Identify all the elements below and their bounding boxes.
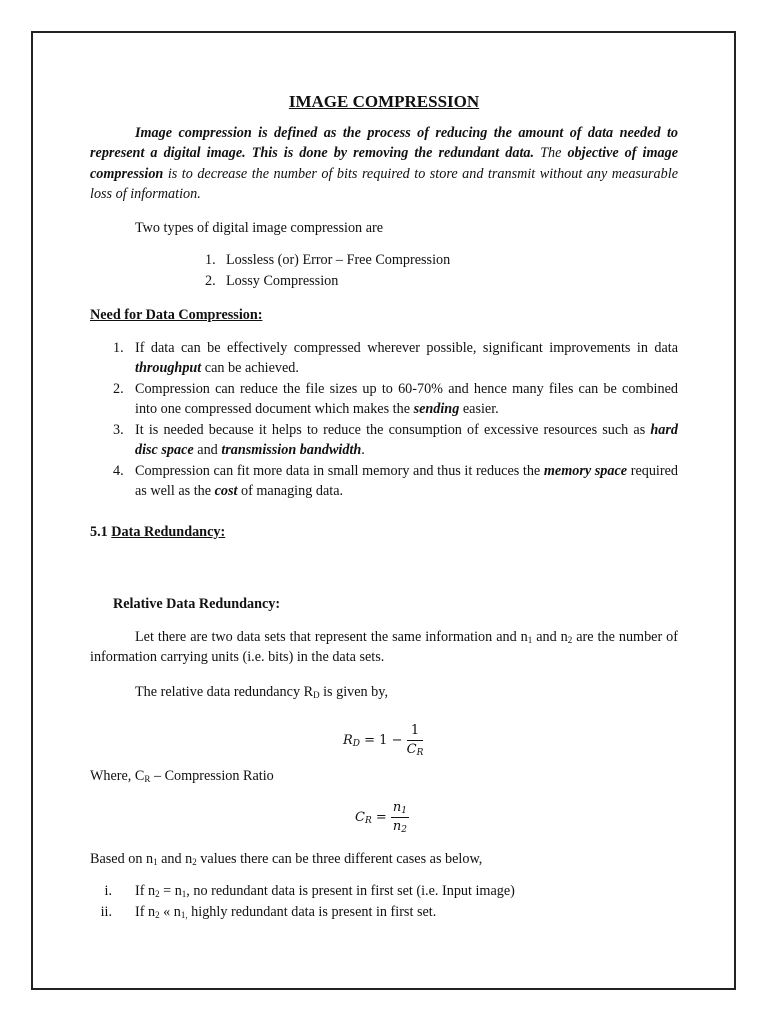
need-heading-text: Need for Data Compression: xyxy=(90,307,263,323)
emphasis: memory space xyxy=(543,462,628,479)
list-text: easier. xyxy=(459,401,499,417)
list-item xyxy=(90,250,678,271)
intro-paragraph xyxy=(90,123,678,205)
text: and n xyxy=(532,628,568,645)
subscript: D xyxy=(313,689,320,700)
list-text: . xyxy=(361,442,365,458)
formula-body xyxy=(355,799,409,836)
text: highly redundant data is present in first set. xyxy=(187,903,437,920)
cases-list xyxy=(90,881,678,922)
list-text: of managing data. xyxy=(237,483,344,499)
list-item xyxy=(90,379,678,420)
redundancy-paragraph xyxy=(90,682,678,703)
formula-operator: = xyxy=(371,809,391,825)
list-number: 1. xyxy=(113,339,124,356)
list-text: Compression can reduce the file sizes up to 60-70% and hence many files can be combined into one compressed document which makes the xyxy=(135,380,678,417)
intro-definition: Image compression is defined as the process of reducing the amount of data needed to represent a digital image. This is done by removing the redundant data. xyxy=(90,124,678,161)
text: Where, C xyxy=(90,768,145,784)
emphasis: sending xyxy=(413,401,460,417)
need-heading xyxy=(90,305,678,326)
text: = n xyxy=(159,883,182,899)
text: are the number of information carrying units (i.e. bits) in the data sets. xyxy=(90,628,678,665)
needs-list xyxy=(90,338,678,502)
emphasis: transmission bandwidth xyxy=(221,442,362,458)
cases-intro xyxy=(90,849,678,870)
emphasis: hard disc space xyxy=(135,421,678,458)
formula-symbol: n xyxy=(392,799,402,815)
formula-compression-ratio xyxy=(90,795,678,841)
list-number: 4. xyxy=(113,462,124,479)
text: The relative data redundancy R xyxy=(135,683,314,700)
list-number: 2. xyxy=(113,380,124,397)
subscript: 1, xyxy=(180,909,188,920)
list-number: 2. xyxy=(205,272,216,289)
document-title: IMAGE COMPRESSION xyxy=(288,92,480,111)
list-item xyxy=(90,881,678,902)
subscript: 2 xyxy=(192,856,197,867)
list-item xyxy=(90,271,678,292)
denominator xyxy=(391,818,409,836)
formula-redundancy xyxy=(90,714,678,760)
where-line xyxy=(90,766,678,787)
formula-symbol: R xyxy=(343,733,353,748)
subscript: 2 xyxy=(155,909,160,920)
subscript: 1 xyxy=(181,889,187,899)
text: Based on n xyxy=(90,850,154,867)
types-intro: Two types of digital image compression are xyxy=(135,219,384,236)
subscript: 1 xyxy=(153,856,158,867)
data-sets-paragraph xyxy=(90,627,678,668)
list-text: Lossless (or) Error – Free Compression xyxy=(226,252,451,268)
text: , no redundant data is present in first set (i.e. Input image) xyxy=(186,883,515,899)
emphasis: throughput xyxy=(135,360,202,376)
list-text: Lossy Compression xyxy=(226,272,339,289)
subscript: D xyxy=(352,739,361,749)
subscript: 2 xyxy=(155,889,160,899)
list-item xyxy=(90,461,678,502)
list-text: If data can be effectively compressed wherever possible, significant improvements in data xyxy=(135,339,678,356)
list-text: Compression can fit more data in small memory and thus it reduces the xyxy=(135,462,544,479)
numerator: 1 xyxy=(407,722,424,741)
subscript: R xyxy=(416,748,424,758)
list-text: required as well as the xyxy=(135,462,678,499)
subscript: 2 xyxy=(401,824,408,835)
list-text: and xyxy=(193,442,222,458)
text: and n xyxy=(157,850,193,867)
formula-symbol: C xyxy=(406,742,417,757)
text: – Compression Ratio xyxy=(150,768,274,784)
fraction xyxy=(391,799,409,836)
formula-symbol: C xyxy=(355,809,365,825)
intro-text-2: is to decrease the number of bits required to store and transmit without any measurable loss of information. xyxy=(90,165,678,202)
list-item xyxy=(90,338,678,379)
formula-body xyxy=(343,722,423,759)
subscript: 2 xyxy=(567,634,573,645)
subscript: R xyxy=(144,774,151,784)
text: If n xyxy=(135,883,156,899)
text: If n xyxy=(135,903,156,920)
list-number: ii. xyxy=(100,903,112,920)
list-number: 3. xyxy=(113,421,124,438)
numerator xyxy=(391,799,409,818)
text: values there can be three different cases as below, xyxy=(196,850,483,867)
intro-objective: objective of image compression xyxy=(90,145,679,182)
subscript: R xyxy=(364,815,372,826)
list-text: can be achieved. xyxy=(201,360,299,376)
text: is given by, xyxy=(319,683,388,700)
formula-symbol: n xyxy=(392,818,402,834)
list-number: i. xyxy=(104,883,112,899)
subscript: 1 xyxy=(401,805,408,816)
list-item xyxy=(90,902,678,923)
denominator xyxy=(407,741,424,759)
fraction xyxy=(407,722,424,759)
section-number: 5.1 xyxy=(90,523,112,540)
relative-redundancy-heading: Relative Data Redundancy: xyxy=(113,596,281,612)
formula-operator: = 1 − xyxy=(360,733,407,748)
subscript: 1 xyxy=(527,634,533,645)
list-item xyxy=(90,420,678,461)
document-body xyxy=(90,92,678,922)
section-label: Data Redundancy: xyxy=(111,523,226,540)
text: Let there are two data sets that represent the same information and n xyxy=(135,628,528,645)
text: « n xyxy=(159,903,181,920)
section-5-1-heading xyxy=(90,522,678,543)
intro-text-1: The xyxy=(534,145,568,161)
list-text: It is needed because it helps to reduce the consumption of excessive resources such as xyxy=(135,421,651,438)
list-number: 1. xyxy=(205,252,216,268)
emphasis: cost xyxy=(214,483,238,499)
types-list xyxy=(90,250,678,291)
